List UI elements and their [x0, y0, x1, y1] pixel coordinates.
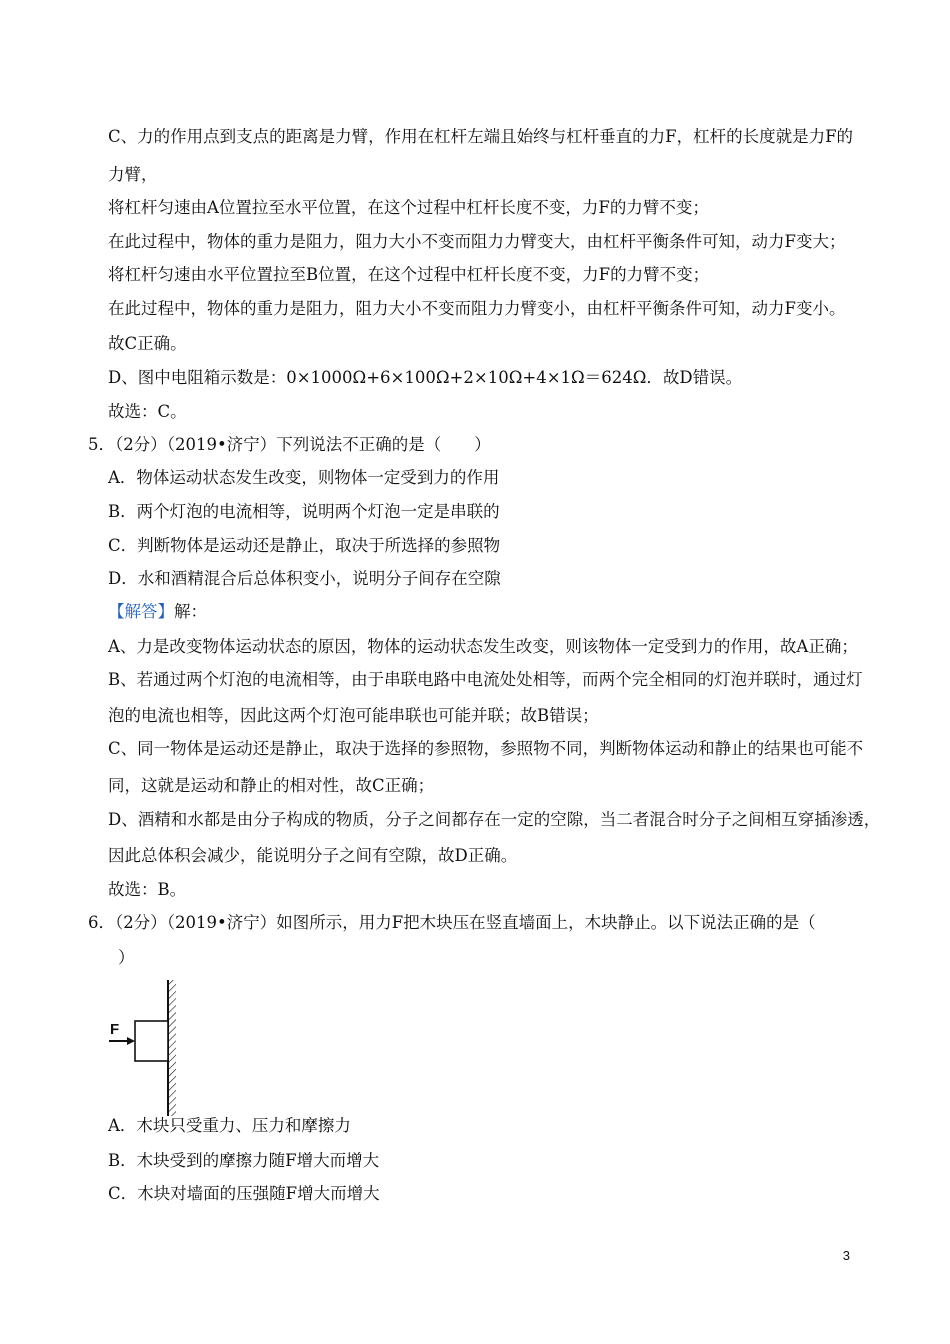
option-a: A．物体运动状态发生改变，则物体一定受到力的作用 — [108, 468, 500, 487]
question-5-stem: 5．（2分）（2019•济宁）下列说法不正确的是（ ） — [88, 435, 491, 454]
wooden-block — [135, 1021, 168, 1061]
text-line: 在此过程中，物体的重力是阻力，阻力大小不变而阻力力臂变大，由杠杆平衡条件可知，动力F变大； — [108, 232, 846, 251]
text-line: 因此总体积会减少，能说明分子之间有空隙，故D正确。 — [108, 846, 518, 865]
text-line: 在此过程中，物体的重力是阻力，阻力大小不变而阻力力臂变小，由杠杆平衡条件可知，动力F变小。 — [108, 299, 846, 318]
text-line: 故选：B。 — [108, 880, 187, 899]
text-line: B、若通过两个灯泡的电流相等，由于串联电路中电流处处相等，而两个完全相同的灯泡并联时，通过灯 — [108, 670, 863, 689]
force-arrow-head — [127, 1037, 135, 1045]
question-6-paren: ） — [118, 948, 135, 967]
q6-option-b: B．木块受到的摩擦力随F增大而增大 — [108, 1151, 380, 1170]
force-diagram — [104, 978, 194, 1120]
text-line: A、力是改变物体运动状态的原因，物体的运动状态发生改变，则该物体一定受到力的作用，故A正确； — [108, 637, 858, 656]
q6-option-a: A．木块只受重力、压力和摩擦力 — [108, 1116, 351, 1135]
force-label: F — [110, 1021, 120, 1038]
text-line: 泡的电流也相等，因此这两个灯泡可能串联也可能并联；故B错误； — [108, 706, 599, 725]
page-number: 3 — [842, 1248, 850, 1263]
text-line: C、同一物体是运动还是静止，取决于选择的参照物，参照物不同，判断物体运动和静止的结果也可能不 — [108, 739, 864, 758]
answer-heading: 【解答】解： — [108, 602, 207, 621]
text-line: D、酒精和水都是由分子构成的物质，分子之间都存在一定的空隙，当二者混合时分子之间相互穿插渗透， — [108, 810, 881, 829]
text-line: 力臂， — [108, 165, 158, 184]
text-line: 将杠杆匀速由A位置拉至水平位置，在这个过程中杠杆长度不变，力F的力臂不变； — [108, 198, 709, 217]
wall-block-figure — [104, 978, 194, 1124]
option-d: D．水和酒精混合后总体积变小，说明分子间存在空隙 — [108, 569, 501, 588]
answer-tag: 【解答】 — [108, 602, 174, 621]
text-line: 将杠杆匀速由水平位置拉至B位置，在这个过程中杠杆长度不变，力F的力臂不变； — [108, 265, 710, 284]
question-6-stem: 6．（2分）（2019•济宁）如图所示，用力F把木块压在竖直墙面上，木块静止。以下说法正确的是（ — [88, 913, 816, 932]
wall-hatching — [168, 980, 176, 1116]
text-line: D、图中电阻箱示数是：0×1000Ω+6×100Ω+2×10Ω+4×1Ω＝624Ω．故D错误。 — [108, 368, 743, 387]
option-c: C．判断物体是运动还是静止，取决于所选择的参照物 — [108, 536, 501, 555]
text-line: 故C正确。 — [108, 334, 187, 353]
text-line: 故选：C。 — [108, 402, 187, 421]
q6-option-c: C．木块对墙面的压强随F增大而增大 — [108, 1184, 380, 1203]
text-line: 同，这就是运动和静止的相对性，故C正确； — [108, 776, 435, 795]
option-b: B．两个灯泡的电流相等，说明两个灯泡一定是串联的 — [108, 502, 500, 521]
text-line: C、力的作用点到支点的距离是力臂，作用在杠杆左端且始终与杠杆垂直的力F，杠杆的长度就是力F的 — [108, 127, 854, 146]
